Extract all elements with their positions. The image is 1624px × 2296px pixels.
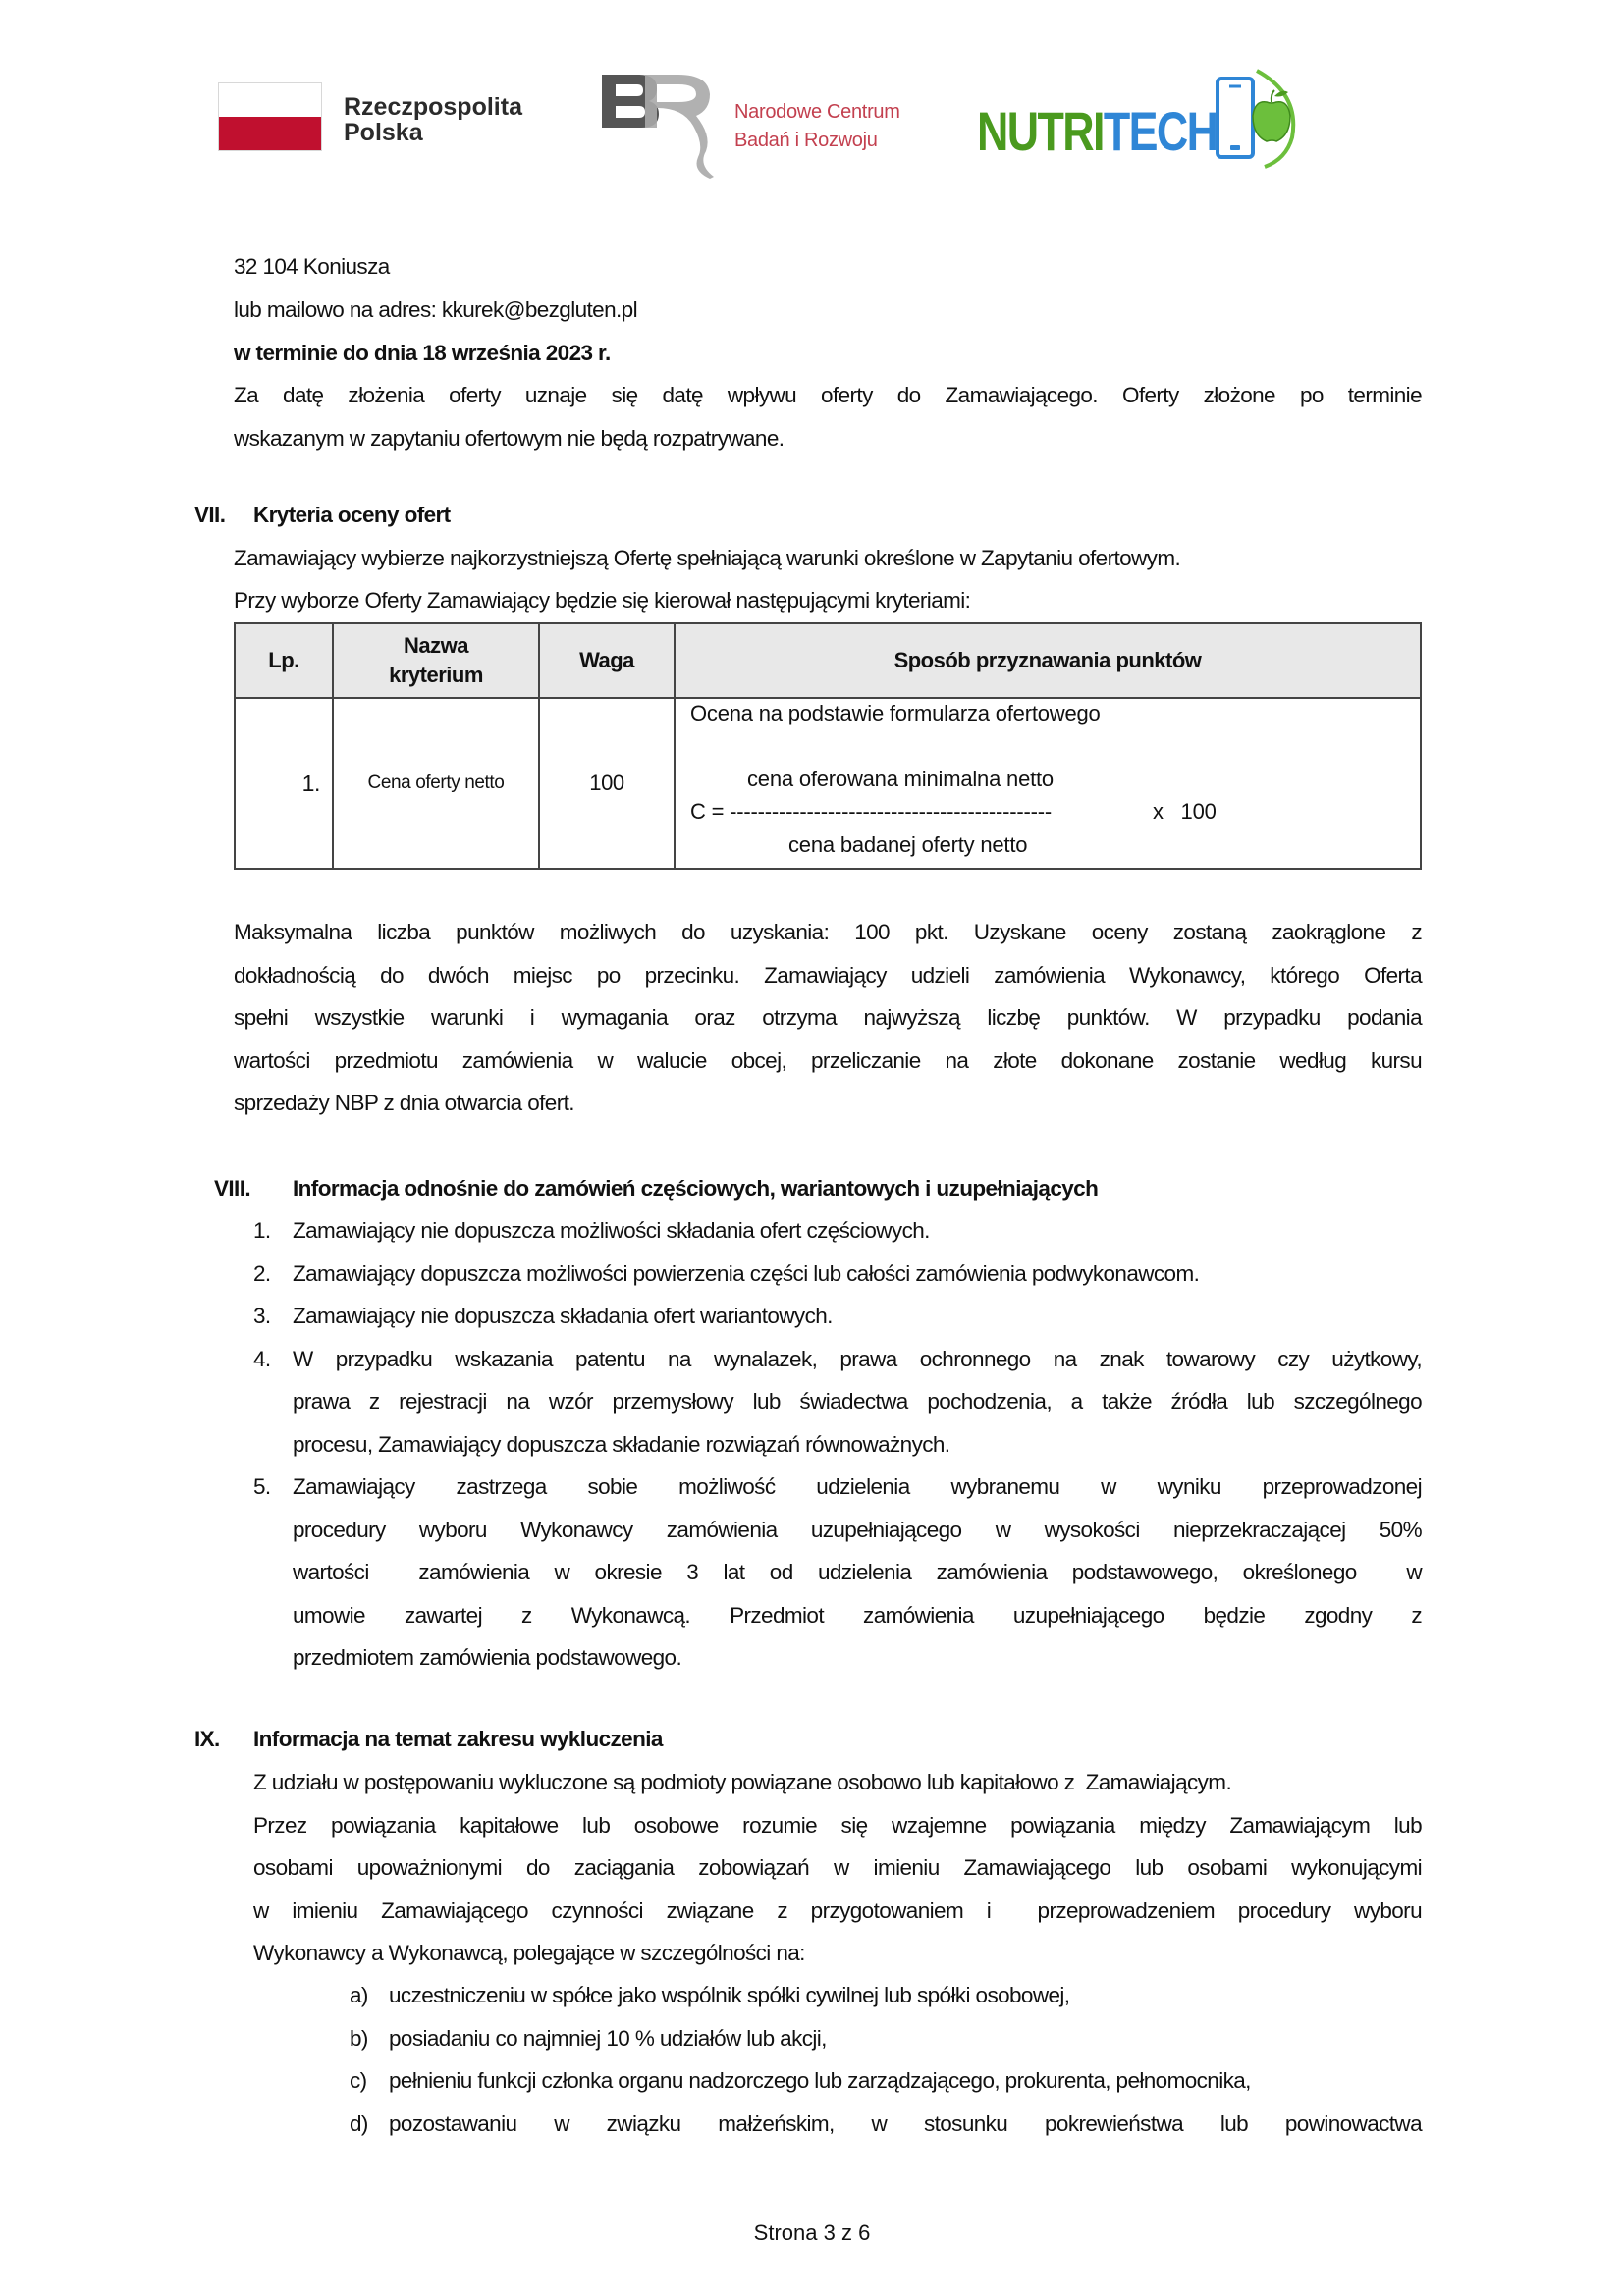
table-row — [235, 698, 1421, 869]
ncbr-br-logo-icon — [594, 67, 731, 180]
cell-method — [675, 698, 1421, 869]
section-vii-number: VII. — [194, 503, 226, 527]
logo-rp-line1: Rzeczpospolita — [344, 93, 522, 121]
list-item-text: uczestniczeniu w spółce jako wspólnik spółki cywilnej lub spółki osobowej, — [389, 1983, 1070, 2007]
exclusion-para-line: Wykonawcy a Wykonawcą, polegające w szczególności na: — [253, 1941, 805, 1965]
deadline-line: w terminie do dnia 18 września 2023 r. — [234, 341, 611, 365]
cell-weight: 100 — [539, 698, 675, 869]
deadline-para-line2: wskazanym w zapytaniu ofertowym nie będą rozpatrywane. — [234, 426, 785, 451]
list-item-text: Zamawiający nie dopuszcza możliwości składania ofert częściowych. — [293, 1218, 930, 1243]
list-item-line: prawa z rejestracji na wzór przemysłowy lub świadectwa pochodzenia, a także źródła lub szczególnego — [293, 1389, 1422, 1414]
formula-denominator: cena badanej oferty netto — [788, 832, 1028, 857]
list-item — [253, 1209, 1422, 1253]
logo-rzeczpospolita-polska — [344, 94, 522, 145]
section-viii-number: VIII. — [214, 1176, 251, 1201]
logo-rp-line2: Polska — [344, 119, 423, 146]
list-item-text: posiadaniu co najmniej 10 % udziałów lub akcji, — [389, 2025, 827, 2051]
list-item — [350, 2103, 1422, 2146]
header-weight: Waga — [539, 623, 675, 698]
exclusion-para-line: Przez powiązania kapitałowe lub osobowe rozumie się wzajemne powiązania między Zamawiającym lub — [253, 1812, 1422, 1838]
list-item-text: Zamawiający nie dopuszcza składania ofert wariantowych. — [293, 1304, 833, 1328]
exclusion-para-line: w imieniu Zamawiającego czynności związane z przygotowaniem i przeprowadzeniem procedury wyboru — [253, 1897, 1422, 1923]
list-item-letter: c) — [350, 2068, 367, 2093]
list-item-line: wartości zamówienia w okresie 3 lat od udzielenia zamówienia podstawowego, określonego w — [293, 1560, 1422, 1584]
table-header-row — [235, 623, 1421, 698]
section-vii-line1: Zamawiający wybierze najkorzystniejszą Ofertę spełniającą warunki określone w Zapytaniu ofertowym. — [234, 546, 1181, 570]
list-item — [253, 1295, 1422, 1338]
list-item-number: 4. — [253, 1346, 271, 1371]
list-item-number: 3. — [253, 1304, 271, 1328]
section-viii-list — [253, 1209, 1422, 1680]
list-item — [253, 1466, 1422, 1680]
section-ix-number: IX. — [194, 1727, 220, 1751]
logo-ncbr-line1: Narodowe Centrum — [734, 101, 900, 123]
header-name — [333, 623, 539, 698]
formula-line: C = ---------------------------------------------- — [690, 799, 1052, 824]
formula-multiplier: x 100 — [1153, 799, 1217, 824]
cell-lp: 1. — [235, 698, 333, 869]
section-ix-letter-list — [350, 1974, 1422, 2145]
list-item-line: umowie zawartej z Wykonawcą. Przedmiot zamówienia uzupełniającego będzie zgodny z — [293, 1602, 1422, 1628]
scoring-para-line: sprzedaży NBP z dnia otwarcia ofert. — [234, 1091, 574, 1115]
list-item-text: Zamawiający dopuszcza możliwości powierzenia części lub całości zamówienia podwykonawcom. — [293, 1260, 1200, 1286]
header-name-line2: kryterium — [389, 663, 483, 687]
scoring-para-line: dokładnością do dwóch miejsc po przecinku. Zamawiający udzieli zamówienia Wykonawcy, którego Oferta — [234, 962, 1422, 988]
exclusion-para-line: osobami upoważnionymi do zaciągania zobowiązań w imieniu Zamawiającego lub osobami wykonującymi — [253, 1855, 1422, 1880]
section-vii-scoring-para — [234, 911, 1422, 1125]
list-item-text: pełnieniu funkcji członka organu nadzorczego lub zarządzającego, prokurenta, pełnomocnika, — [389, 2068, 1251, 2093]
section-viii-title: Informacja odnośnie do zamówień częściowych, wariantowych i uzupełniających — [293, 1176, 1099, 1201]
section-vii-title: Kryteria oceny ofert — [253, 503, 451, 527]
list-item-text: pozostawaniu w związku małżeńskim, w stosunku pokrewieństwa lub powinowactwa — [389, 2110, 1422, 2136]
header-lp: Lp. — [235, 623, 333, 698]
criteria-table — [234, 622, 1422, 870]
list-item-letter: a) — [350, 1983, 368, 2007]
list-item-text — [293, 1338, 1422, 1467]
scoring-para-line: Maksymalna liczba punktów możliwych do uzyskania: 100 pkt. Uzyskane oceny zostaną zaokrąglone z — [234, 920, 1422, 944]
deadline-para-line1: Za datę złożenia oferty uznaje się datę wpływu oferty do Zamawiającego. Oferty złożone po terminie — [234, 383, 1422, 407]
exclusion-para-line: Z udziału w postępowaniu wykluczone są podmioty powiązane osobowo lub kapitałowo z Zamawiającym. — [253, 1770, 1232, 1794]
list-item-number: 5. — [253, 1474, 271, 1499]
list-item-line: W przypadku wskazania patentu na wynalazek, prawa ochronnego na znak towarowy czy użytkowy, — [293, 1346, 1422, 1371]
header-name-line1: Nazwa — [404, 633, 468, 658]
section-ix-title: Informacja na temat zakresu wykluczenia — [253, 1727, 663, 1751]
price-formula — [676, 699, 1420, 868]
polish-flag-icon — [218, 82, 322, 151]
list-item-line: procedury wyboru Wykonawcy zamówienia uzupełniającego w wysokości nieprzekraczającej 50% — [293, 1517, 1422, 1542]
logo-ncbr-text — [734, 98, 900, 155]
list-item — [253, 1338, 1422, 1467]
logo-nutritech — [977, 102, 1217, 161]
logo-nutri-part: NUTRI — [977, 100, 1104, 162]
list-item-line: przedmiotem zamówienia podstawowego. — [293, 1645, 682, 1670]
section-ix-para — [253, 1761, 1422, 1975]
list-item-number: 2. — [253, 1260, 271, 1286]
logo-tech-part: TECH — [1103, 100, 1218, 162]
section-vii-line2: Przy wyborze Oferty Zamawiający będzie się kierował następującymi kryteriami: — [234, 588, 971, 613]
list-item — [350, 2059, 1422, 2103]
scoring-para-line: wartości przedmiotu zamówienia w walucie obcej, przeliczanie na złote dokonane zostanie według kursu — [234, 1047, 1422, 1073]
list-item — [253, 1253, 1422, 1296]
logo-ncbr-line2: Badań i Rozwoju — [734, 130, 878, 151]
list-item-line: Zamawiający zastrzega sobie możliwość udzielenia wybranemu w wyniku przeprowadzonej — [293, 1474, 1422, 1499]
email-line: lub mailowo na adres: kkurek@bezgluten.pl — [234, 297, 637, 322]
method-intro: Ocena na podstawie formularza ofertowego — [690, 701, 1101, 725]
list-item-text — [293, 1466, 1422, 1680]
formula-numerator: cena oferowana minimalna netto — [747, 767, 1054, 791]
address-line: 32 104 Koniusza — [234, 254, 390, 279]
list-item-letter: d) — [350, 2110, 368, 2136]
cell-name: Cena oferty netto — [333, 698, 539, 869]
scoring-para-line: spełni wszystkie warunki i wymagania oraz otrzyma najwyższą liczbę punktów. W przypadku podania — [234, 1005, 1422, 1030]
header-method: Sposób przyznawania punktów — [675, 623, 1421, 698]
list-item — [350, 2017, 1422, 2060]
page-number: Strona 3 z 6 — [753, 2220, 871, 2245]
list-item-letter: b) — [350, 2025, 368, 2051]
list-item-line: procesu, Zamawiający dopuszcza składanie rozwiązań równoważnych. — [293, 1431, 950, 1457]
phone-apple-icon — [1210, 65, 1308, 171]
list-item-number: 1. — [253, 1218, 271, 1243]
list-item — [350, 1974, 1422, 2017]
